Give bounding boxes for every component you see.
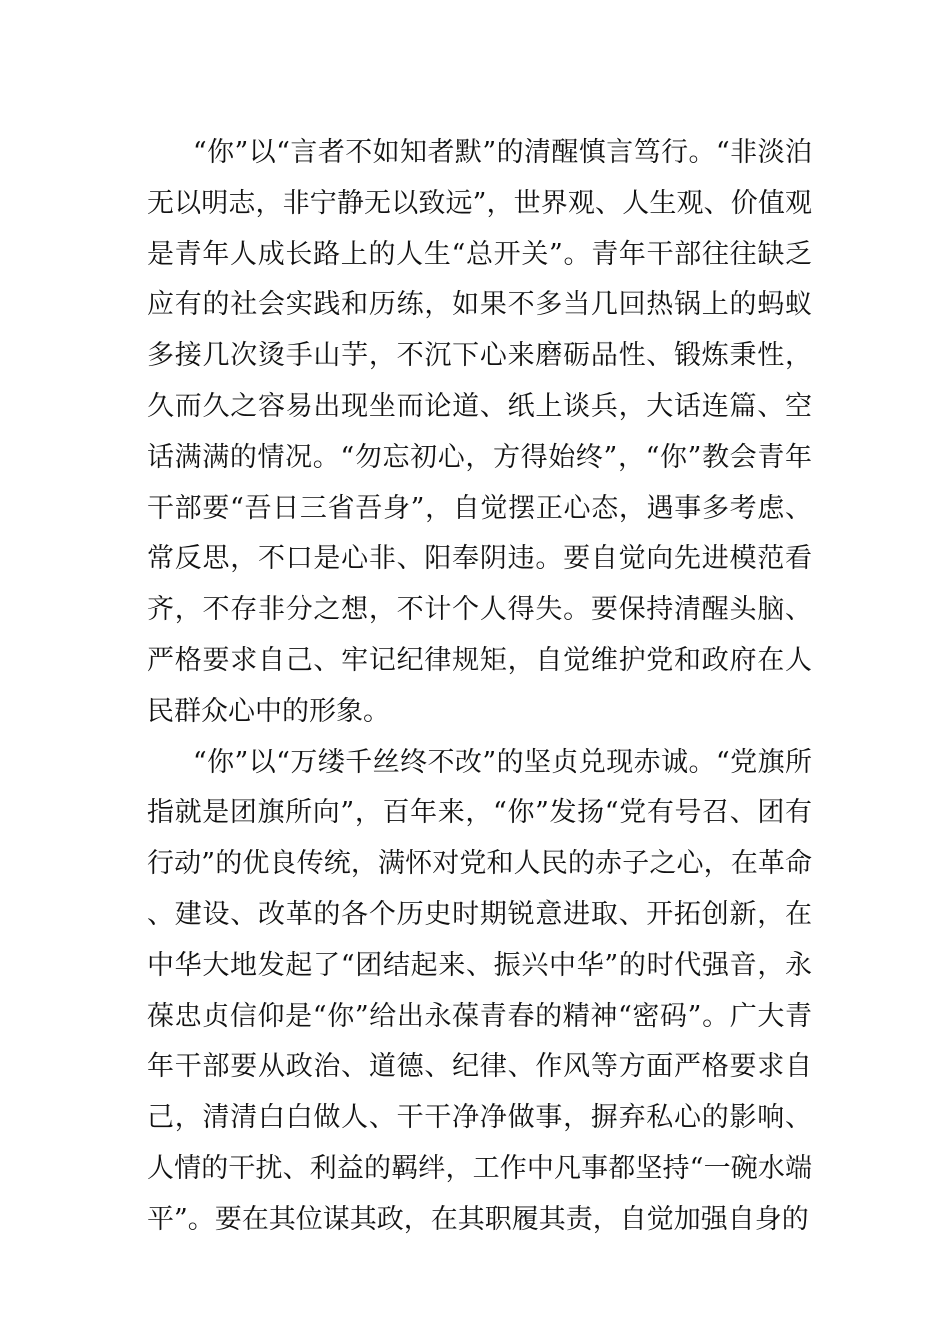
paragraph-1: “你”以“言者不如知者默”的清醒慎言笃行。“非淡泊无以明志，非宁静无以致远”，世界观、人生观、价值观是青年人成长路上的人生“总开关”。青年干部往往缺乏应有的社会实践和历练，如果不多当几回热锅上的蚂蚁多接几次烫手山芋，不沉下心来磨砺品性、锻炼秉性，久而久之容易出现坐而论道、纸上谈兵，大话连篇、空话满满的情况。“勿忘初心，方得始终”，“你”教会青年干部要“吾日三省吾身”，自觉摆正心态，遇事多考虑、常反思，不口是心非、阳奉阴违。要自觉向先进模范看齐，不存非分之想，不计个人得失。要保持清醒头脑、严格要求自己、牢记纪律规矩，自觉维护党和政府在人民群众心中的形象。 — [147, 137, 812, 727]
paragraph-2: “你”以“万缕千丝终不改”的坚贞兑现赤诚。“党旗所指就是团旗所向”，百年来，“你”发扬“党有号召、团有行动”的优良传统，满怀对党和人民的赤子之心，在革命、建设、改革的各个历史时期锐意进取、开拓创新，在中华大地发起了“团结起来、振兴中华”的时代强音，永葆忠贞信仰是“你”给出永葆青春的精神“密码”。广大青年干部要从政治、道德、纪律、作风等方面严格要求自己，清清白白做人、干干净净做事，摒弃私心的影响、人情的干扰、利益的羁绊，工作中凡事都坚持“一碗水端平”。要在其位谋其政，在其职履其责，自觉加强自身的 — [147, 746, 812, 1235]
body-text — [147, 128, 812, 1246]
